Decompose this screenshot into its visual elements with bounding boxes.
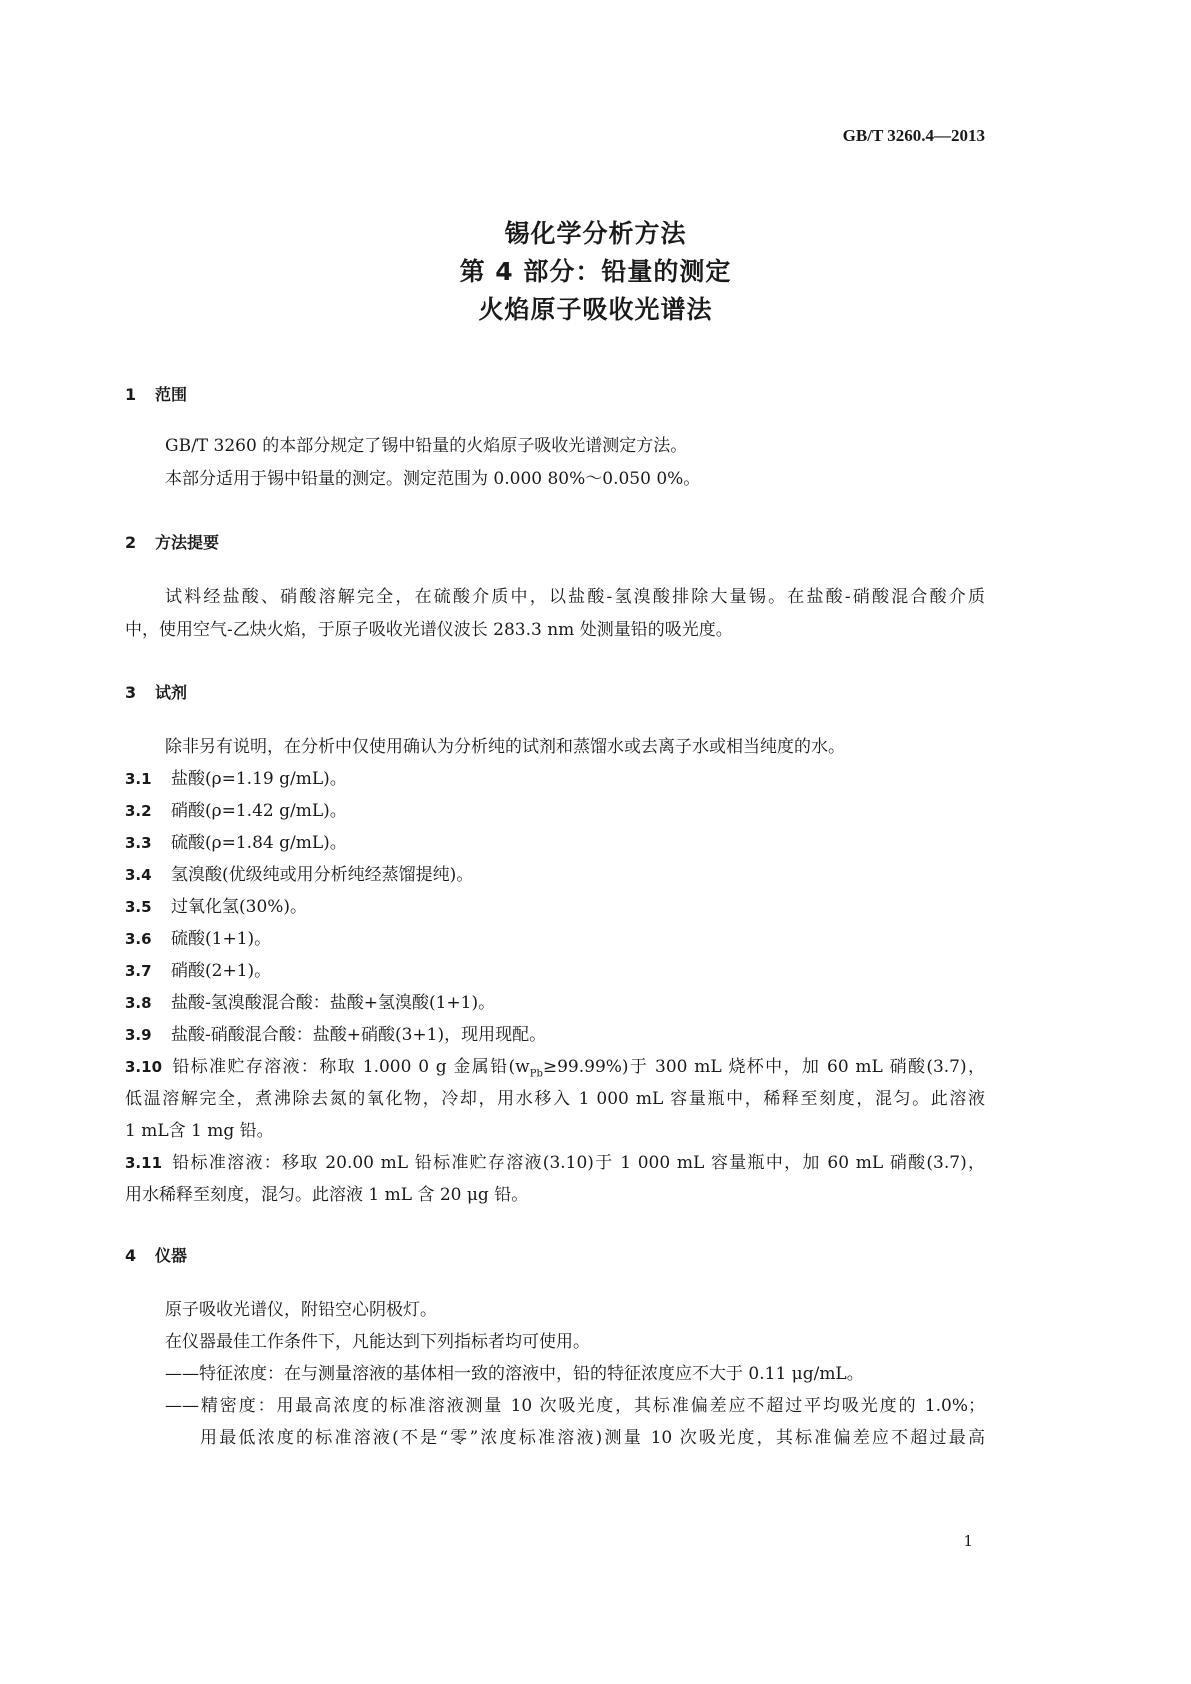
document-title: 锡化学分析方法 [504, 219, 687, 248]
item-number: 3.8 [125, 994, 152, 1012]
reagent-item-3-11 [125, 1153, 985, 1173]
item-text: 盐酸-硝酸混合酸：盐酸+硝酸(3+1)，现用现配。 [171, 1025, 547, 1045]
item-text: 盐酸-氢溴酸混合酸：盐酸+氢溴酸(1+1)。 [171, 993, 496, 1013]
section-number: 4 [125, 1246, 137, 1265]
item-number: 3.3 [125, 834, 152, 852]
paragraph-line: 原子吸收光谱仪，附铅空心阴极灯。 [165, 1300, 437, 1320]
reagent-item [125, 769, 347, 789]
paragraph-line: 中，使用空气-乙炔火焰，于原子吸收光谱仪波长 283.3 nm 处测量铅的吸光度。 [125, 620, 733, 640]
reagent-item [125, 865, 473, 885]
reagent-item [125, 929, 271, 949]
section-4-heading [125, 1243, 187, 1266]
section-title: 仪器 [155, 1246, 188, 1265]
item-text: 硫酸(1+1)。 [171, 929, 272, 949]
item-text: 硝酸(ρ=1.42 g/mL)。 [171, 801, 347, 821]
document-method-title: 火焰原子吸收光谱法 [478, 295, 713, 324]
paragraph-line: 低温溶解完全，煮沸除去氮的氧化物，冷却，用水移入 1 000 mL 容量瓶中，稀释至刻度，混匀。此溶液 [125, 1089, 985, 1109]
paragraph-line: 用水稀释至刻度，混匀。此溶液 1 mL 含 20 μg 铅。 [125, 1185, 529, 1205]
item-number: 3.4 [125, 866, 152, 884]
section-title: 方法提要 [155, 533, 220, 552]
item-text: ≥99.99%)于 300 mL 烧杯中，加 60 mL 硝酸(3.7)， [542, 1057, 985, 1077]
reagent-item [125, 833, 347, 853]
reagent-item-3-10 [125, 1057, 985, 1084]
item-number: 3.10 [125, 1058, 163, 1076]
item-text: 过氧化氢(30%)。 [171, 897, 308, 917]
item-number: 3.11 [125, 1154, 163, 1172]
section-title: 范围 [155, 385, 188, 404]
paragraph-line: GB/T 3260 的本部分规定了锡中铅量的火焰原子吸收光谱测定方法。 [165, 436, 688, 456]
item-number: 3.6 [125, 930, 152, 948]
item-number: 3.9 [125, 1026, 152, 1044]
item-number: 3.2 [125, 802, 152, 820]
paragraph-line: 1 mL含 1 mg 铅。 [125, 1121, 274, 1141]
item-text: 盐酸(ρ=1.19 g/mL)。 [171, 769, 347, 789]
item-text: 铅标准贮存溶液：称取 1.000 0 g 金属铅(w [171, 1057, 530, 1077]
paragraph-line: 用最低浓度的标准溶液(不是“零”浓度标准溶液)测量 10 次吸光度，其标准偏差应不超过最高 [200, 1428, 985, 1448]
item-text: 硝酸(2+1)。 [171, 961, 272, 981]
section-title: 试剂 [155, 683, 188, 702]
paragraph-line: ——精密度：用最高浓度的标准溶液测量 10 次吸光度，其标准偏差应不超过平均吸光度的 1.0%； [165, 1396, 985, 1416]
item-number: 3.5 [125, 898, 152, 916]
paragraph-line: 本部分适用于锡中铅量的测定。测定范围为 0.000 80%～0.050 0%。 [165, 469, 701, 489]
section-2-heading [125, 530, 219, 553]
subscript: Pb [529, 1068, 543, 1080]
item-number: 3.7 [125, 962, 152, 980]
section-1-heading [125, 382, 187, 405]
paragraph-line: 除非另有说明，在分析中仅使用确认为分析纯的试剂和蒸馏水或去离子水或相当纯度的水。 [165, 737, 845, 757]
section-3-heading [125, 680, 187, 703]
reagent-item [125, 1025, 546, 1045]
section-number: 3 [125, 683, 137, 702]
reagent-item [125, 897, 307, 917]
reagent-item [125, 993, 495, 1013]
page-number: 1 [963, 1532, 973, 1550]
paragraph-line: ——特征浓度：在与测量溶液的基体相一致的溶液中，铅的特征浓度应不大于 0.11 μg/mL。 [165, 1364, 864, 1384]
reagent-item [125, 801, 347, 821]
reagent-item [125, 961, 271, 981]
section-number: 2 [125, 533, 137, 552]
item-number: 3.1 [125, 770, 152, 788]
paragraph-line: 在仪器最佳工作条件下，凡能达到下列指标者均可使用。 [165, 1332, 590, 1352]
document-subtitle: 第 4 部分：铅量的测定 [459, 257, 732, 286]
item-text: 硫酸(ρ=1.84 g/mL)。 [171, 833, 347, 853]
item-text: 铅标准溶液：移取 20.00 mL 铅标准贮存溶液(3.10)于 1 000 mL 容量瓶中，加 60 mL 硝酸(3.7)， [171, 1153, 985, 1173]
section-number: 1 [125, 385, 137, 404]
standard-number: GB/T 3260.4—2013 [842, 126, 985, 145]
paragraph-line: 试料经盐酸、硝酸溶解完全，在硫酸介质中，以盐酸-氢溴酸排除大量锡。在盐酸-硝酸混合酸介质 [165, 587, 985, 607]
item-text: 氢溴酸(优级纯或用分析纯经蒸馏提纯)。 [171, 865, 474, 885]
